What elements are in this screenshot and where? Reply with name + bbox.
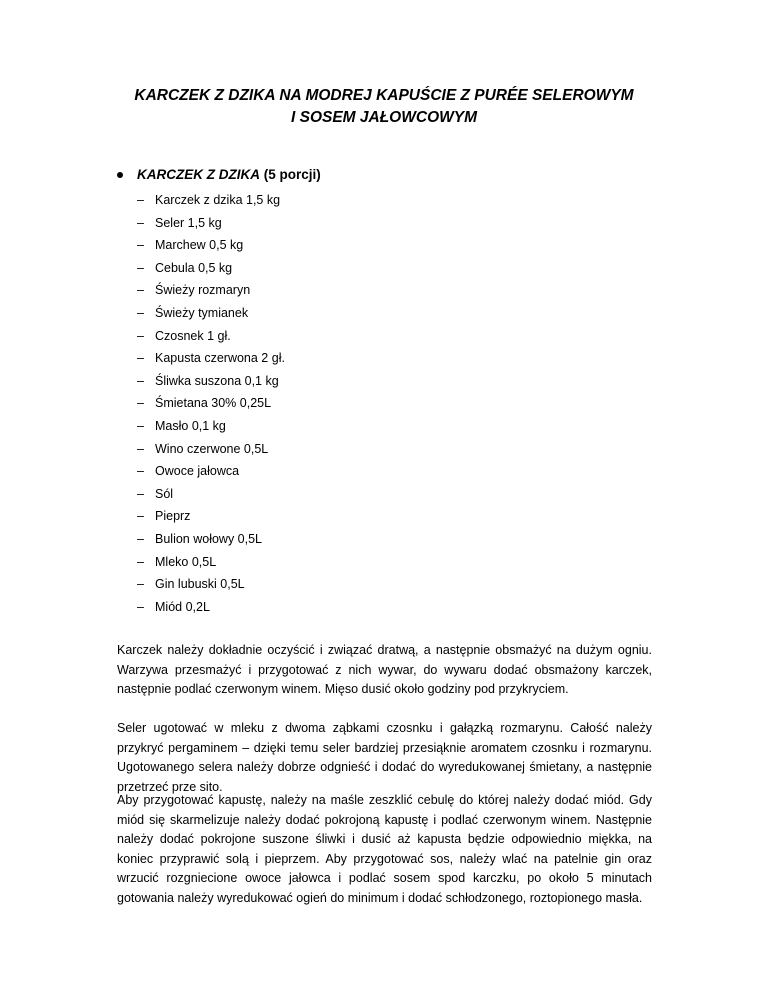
paragraph-celery: Seler ugotować w mleku z dwoma ząbkami czosnku i gałązką rozmarynu. Całość należy przykryć pergaminem – dzięki temu seler bardziej przesiąknie aromatem czosnku i rozmarynu. Ugotowanego selera należy dobrze odgnieść i dodać do wyredukowanej śmietany, a następnie przetrzeć prze sito. [117, 721, 652, 794]
ingredient-text: Czosnek 1 gł. [155, 328, 231, 343]
ingredient-text: Pieprz [155, 509, 191, 524]
ingredient-text: Śmietana 30% 0,25L [155, 396, 272, 411]
ingredient-text: Marchew 0,5 kg [155, 238, 244, 253]
dash-bullet-icon: – [137, 328, 144, 343]
dash-bullet-icon: – [137, 351, 144, 366]
dash-bullet-icon: – [137, 418, 144, 433]
ingredient-text: Cebula 0,5 kg [155, 260, 233, 275]
dash-bullet-icon: – [137, 441, 144, 456]
section-name: KARCZEK Z DZIKA [137, 167, 260, 182]
ingredient-text: Kapusta czerwona 2 gł. [155, 351, 285, 366]
dash-bullet-icon: – [137, 554, 144, 569]
dash-bullet-icon: – [137, 215, 144, 230]
ingredient-text: Świeży tymianek [155, 305, 249, 320]
ingredient-text: Wino czerwone 0,5L [155, 441, 269, 456]
dash-bullet-icon: – [137, 283, 144, 298]
paragraph-cabbage-sauce: Aby przygotować kapustę, należy na maśle zeszklić cebulę do której należy dodać miód. Gdy miód się skarmelizuje należy dodać pokrojoną kapustę i podlać czerwonym winem. Następnie należy dodać pokrojone suszone śliwki i dusić aż kapusta będzie odpowiednio miękka, na koniec przyprawić solą i pieprzem. Aby przygotować sos, należy wlać na patelnie gin oraz wrzucić rozgniecione owoce jałowca i podlać sosem spod karczku, po około 5 minutach gotowania należy wyredukować ogień do minimum i dodać schłodzonego, roztopionego masła. [117, 793, 652, 905]
dash-bullet-icon: – [137, 486, 144, 501]
bullet-icon [117, 172, 123, 178]
ingredient-text: Mleko 0,5L [155, 554, 217, 569]
ingredient-text: Świeży rozmaryn [155, 283, 251, 298]
ingredient-text: Sól [155, 486, 174, 501]
ingredient-text: Owoce jałowca [155, 464, 240, 479]
dash-bullet-icon: – [137, 396, 144, 411]
ingredient-text: Seler 1,5 kg [155, 215, 222, 230]
paragraph-pork-neck: Karczek należy dokładnie oczyścić i związać dratwą, a następnie obsmażyć na dużym ogniu. Warzywa przesmażyć i przygotować z nich wywar, do wywaru dodać obsmażony karczek, następnie podlać czerwonym winem. Mięso dusić około godziny pod przykryciem. [117, 643, 652, 696]
recipe-title-line-1: KARCZEK Z DZIKA NA MODREJ KAPUŚCIE Z PURÉE SELEROWYM [134, 87, 634, 104]
ingredient-text: Miód 0,2L [155, 599, 210, 614]
dash-bullet-icon: – [137, 260, 144, 275]
section-heading [137, 166, 321, 184]
dash-bullet-icon: – [137, 373, 144, 388]
dash-bullet-icon: – [137, 464, 144, 479]
ingredient-text: Bulion wołowy 0,5L [155, 531, 263, 546]
recipe-title-line-2: I SOSEM JAŁOWCOWYM [291, 109, 477, 126]
ingredient-text: Śliwka suszona 0,1 kg [155, 373, 279, 388]
dash-bullet-icon: – [137, 193, 144, 207]
ingredient-text: Karczek z dzika 1,5 kg [155, 193, 281, 207]
dash-bullet-icon: – [137, 305, 144, 320]
section-portions: (5 porcji) [263, 167, 321, 182]
ingredient-text: Masło 0,1 kg [155, 418, 226, 433]
dash-bullet-icon: – [137, 531, 144, 546]
dash-bullet-icon: – [137, 238, 144, 253]
ingredient-text: Gin lubuski 0,5L [155, 577, 245, 592]
dash-bullet-icon: – [137, 599, 144, 614]
dash-bullet-icon: – [137, 509, 144, 524]
dash-bullet-icon: – [137, 577, 144, 592]
